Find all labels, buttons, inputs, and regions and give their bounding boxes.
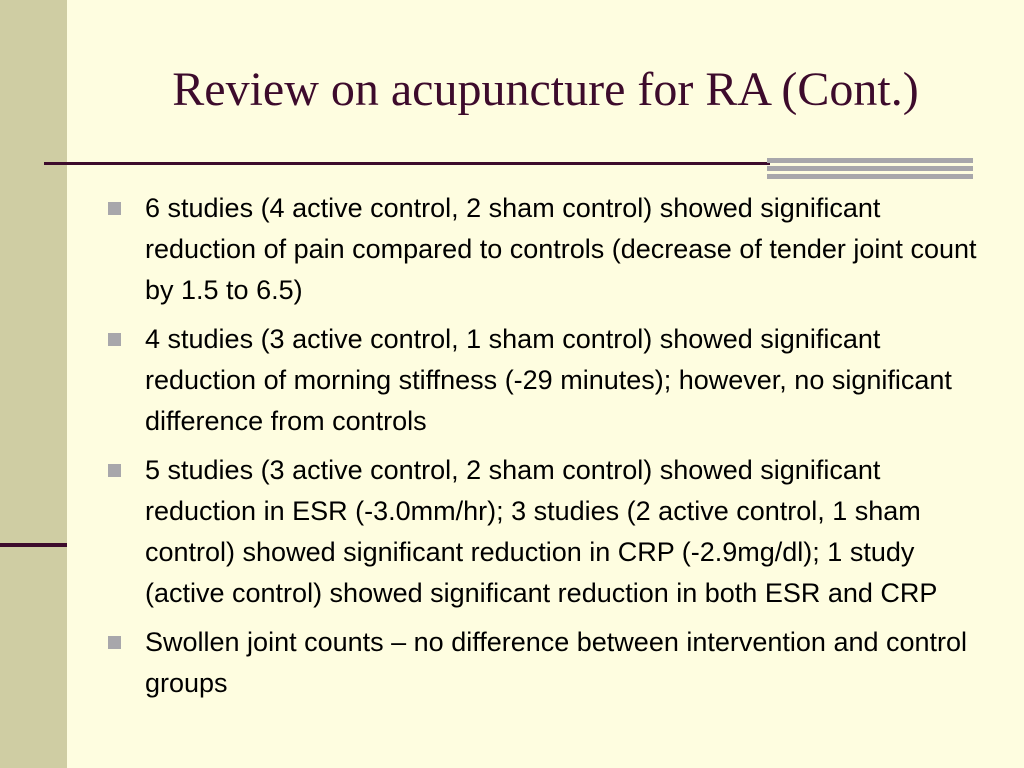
accent-bar: [767, 174, 973, 179]
left-band-rule: [0, 543, 67, 547]
left-decorative-band: [0, 0, 67, 768]
square-bullet-icon: [108, 464, 121, 477]
square-bullet-icon: [108, 202, 121, 215]
bullet-text: 4 studies (3 active control, 1 sham control) showed significant reduction of morning stiffness (-29 minutes); however, no significant difference from controls: [145, 324, 952, 436]
square-bullet-icon: [108, 636, 121, 649]
accent-bar: [767, 158, 973, 163]
bullet-item: [105, 450, 985, 614]
bullet-text: Swollen joint counts – no difference between intervention and control groups: [145, 627, 968, 698]
bullet-item: [105, 622, 985, 704]
bullet-text: 5 studies (3 active control, 2 sham control) showed significant reduction in ESR (-3.0mm/hr); 3 studies (2 active control, 1 sham control) showed significant reduction in CRP (-2.9mg/dl); 1 study (active control) showed significant reduction in both ESR and CRP: [145, 455, 938, 608]
slide-title: Review on acupuncture for RA (Cont.): [172, 63, 919, 116]
bullet-text: 6 studies (4 active control, 2 sham control) showed significant reduction of pain compared to controls (decrease of tender joint count by 1.5 to 6.5): [145, 193, 977, 305]
accent-bars: [767, 158, 973, 179]
bullet-list: [105, 188, 985, 712]
bullet-item: [105, 319, 985, 442]
title-underline-rule: [44, 162, 770, 165]
bullet-item: [105, 188, 985, 311]
accent-bar: [767, 166, 973, 171]
square-bullet-icon: [108, 333, 121, 346]
